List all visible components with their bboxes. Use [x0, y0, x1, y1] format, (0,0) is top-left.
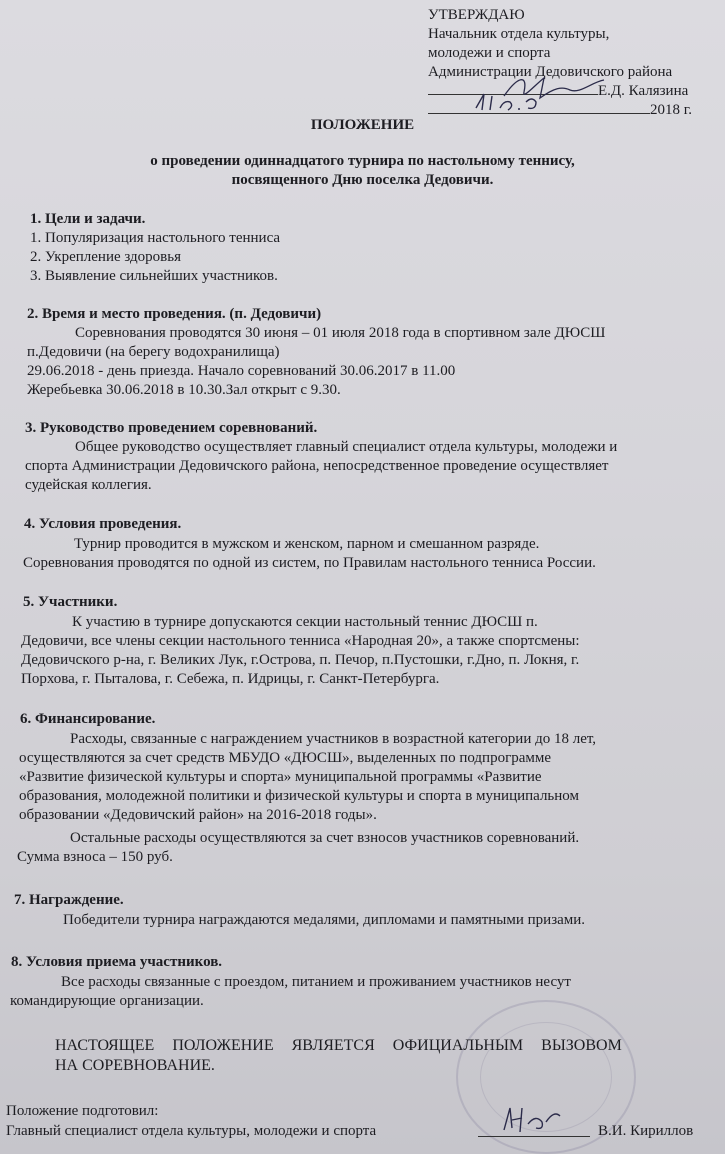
paragraph-line: Жеребьевка 30.06.2018 в 10.30.Зал открыт с 9.30.	[27, 382, 341, 398]
subtitle-line: о проведении одиннадцатого турнира по настольному теннису,	[150, 153, 575, 169]
paragraph-line: образовании «Дедовичский район» на 2016-2018 годы».	[19, 807, 377, 823]
subtitle-line: посвященного Дню поселка Дедовичи.	[231, 172, 494, 188]
paragraph-line: п.Дедовичи (на берегу водохранилища)	[27, 344, 280, 360]
paragraph-line: осуществляются за счет средств МБУДО «ДЮСШ», выделенных по подпрограмме	[19, 750, 552, 766]
paragraph-line: «Развитие физической культуры и спорта» муниципальной программы «Развитие	[19, 769, 542, 785]
section-heading: 1. Цели и задачи.	[30, 211, 146, 227]
approval-line: Начальник отдела культуры,	[428, 26, 610, 42]
paragraph-line: Турнир проводится в мужском и женском, парном и смешанном разряде.	[74, 536, 540, 552]
section-heading: 6. Финансирование.	[20, 711, 156, 727]
section-heading: 7. Награждение.	[14, 892, 124, 908]
prepared-by-label: Положение подготовил:	[6, 1103, 159, 1119]
section-heading: 4. Условия проведения.	[24, 516, 182, 532]
paragraph-line: К участию в турнире допускаются секции настольный теннис ДЮСШ п.	[72, 614, 538, 630]
paragraph-line: Остальные расходы осуществляются за счет взносов участников соревнований.	[70, 830, 580, 846]
section-heading: 5. Участники.	[23, 594, 118, 610]
approval-line: Администрации Дедовичского района	[428, 64, 673, 80]
paragraph-line: судейская коллегия.	[25, 477, 152, 493]
paragraph-line: спорта Администрации Дедовичского района, непосредственное проведение осуществляет	[25, 458, 609, 474]
paragraph-line: командирующие организации.	[10, 993, 204, 1009]
list-item: 3. Выявление сильнейших участников.	[30, 268, 278, 284]
official-call: НА СОРЕВНОВАНИЕ.	[55, 1057, 215, 1074]
paragraph-line: Победители турнира награждаются медалями, дипломами и памятными призами.	[63, 912, 586, 928]
paragraph-line: Дедовичского р-на, г. Великих Лук, г.Острова, п. Печор, п.Пустошки, г.Дно, п. Локня, г.	[21, 652, 580, 668]
paragraph-line: Дедовичи, все члены секции настольного тенниса «Народная 20», а также спортсмены:	[21, 633, 580, 649]
preparer-name: В.И. Кириллов	[598, 1123, 694, 1139]
list-item: 1. Популяризация настольного тенниса	[30, 230, 281, 246]
approval-line: УТВЕРЖДАЮ	[428, 7, 525, 23]
section-heading: 8. Условия приема участников.	[11, 954, 223, 970]
approval-year: 2018 г.	[650, 102, 692, 118]
document-title: ПОЛОЖЕНИЕ	[310, 117, 415, 133]
paragraph-line: Порхова, г. Пыталова, г. Себежа, п. Идрицы, г. Санкт-Петербурга.	[21, 671, 440, 687]
paragraph-line: Общее руководство осуществляет главный специалист отдела культуры, молодежи и	[75, 439, 618, 455]
section-heading: 2. Время и место проведения. (п. Дедовичи)	[27, 306, 322, 322]
paragraph-line: 29.06.2018 - день приезда. Начало соревнований 30.06.2017 в 11.00	[27, 363, 456, 379]
paragraph-line: Расходы, связанные с награждением участников в возрастной категории до 18 лет,	[70, 731, 597, 747]
official-call: НАСТОЯЩЕЕ ПОЛОЖЕНИЕ ЯВЛЯЕТСЯ ОФИЦИАЛЬНЫМ ВЫЗОВОМ	[55, 1037, 622, 1054]
paragraph-line: Соревнования проводятся по одной из систем, по Правилам настольного тенниса России.	[23, 555, 596, 571]
paragraph-line: Все расходы связанные с проездом, питанием и проживанием участников несут	[61, 974, 571, 990]
preparer-handwritten-signature	[496, 1100, 566, 1140]
section-heading: 3. Руководство проведением соревнований.	[25, 420, 318, 436]
paragraph-line: Соревнования проводятся 30 июня – 01 июля 2018 года в спортивном зале ДЮСШ	[75, 325, 606, 341]
handwritten-date	[470, 90, 550, 114]
paragraph-line: Сумма взноса – 150 руб.	[17, 849, 173, 865]
approval-signer: Е.Д. Калязина	[598, 83, 689, 99]
approval-line: молодежи и спорта	[428, 45, 551, 61]
paragraph-line: образования, молодежной политики и физической культуры и спорта в муниципальном	[19, 788, 580, 804]
document-subtitle	[0, 152, 725, 190]
preparer-position: Главный специалист отдела культуры, молодежи и спорта	[6, 1123, 377, 1139]
list-item: 2. Укрепление здоровья	[30, 249, 181, 265]
